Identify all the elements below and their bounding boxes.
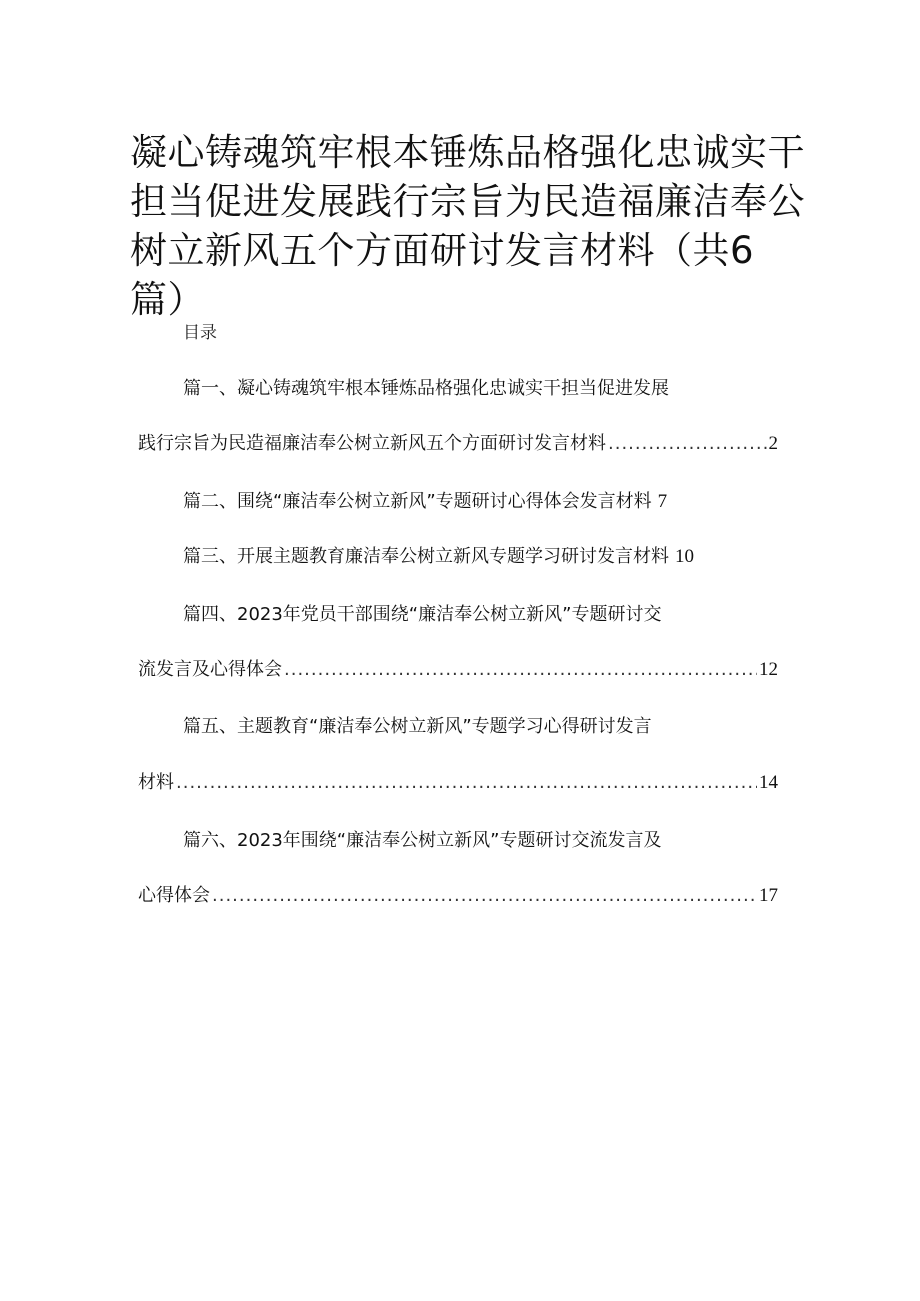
toc-entry-6-line2[interactable] [138, 881, 778, 907]
toc-entry-1-line1[interactable] [183, 374, 669, 400]
toc-entry-text: 践行宗旨为民造福廉洁奉公树立新风五个方面研讨发言材料 [138, 433, 606, 454]
toc-entry-text: 篇五、主题教育“廉洁奉公树立新风”专题学习心得研讨发言 [183, 716, 652, 737]
toc-page-number: 17 [759, 885, 778, 906]
toc-page-number: 7 [657, 491, 668, 512]
toc-entry-4-line1[interactable] [183, 600, 661, 626]
toc-entry-2[interactable] [183, 487, 667, 513]
toc-entry-text: 篇一、凝心铸魂筑牢根本锤炼品格强化忠诚实干担当促进发展 [183, 378, 669, 399]
toc-leader-dots [212, 885, 757, 906]
toc-entry-text: 篇四、2023年党员干部围绕“廉洁奉公树立新风”专题研讨交 [183, 604, 662, 625]
toc-entry-5-line1[interactable] [183, 712, 652, 738]
toc-entry-3[interactable] [183, 542, 694, 568]
toc-page-number: 10 [675, 546, 694, 567]
toc-entry-text: 流发言及心得体会 [138, 659, 282, 680]
toc-leader-dots [284, 659, 757, 680]
toc-entry-text: 心得体会 [138, 885, 210, 906]
toc-entry-4-line2[interactable] [138, 655, 778, 681]
toc-entry-6-line1[interactable] [183, 826, 661, 852]
toc-leader-dots [176, 772, 757, 793]
toc-entry-text: 篇三、开展主题教育廉洁奉公树立新风专题学习研讨发言材料 [183, 546, 669, 567]
toc-heading: 目录 [183, 323, 217, 343]
toc-entry-1-line2[interactable] [138, 429, 778, 455]
toc-entry-text: 材料 [138, 772, 174, 793]
toc-page-number: 14 [759, 772, 778, 793]
toc-page-number: 12 [759, 659, 778, 680]
toc-page-number: 2 [768, 433, 778, 454]
toc-leader-dots [608, 433, 767, 454]
document-title: 凝心铸魂筑牢根本锤炼品格强化忠诚实干担当促进发展践行宗旨为民造福廉洁奉公树立新风五个方面研讨发言材料（共6篇） [130, 131, 805, 321]
toc-entry-text: 篇二、围绕“廉洁奉公树立新风”专题研讨心得体会发言材料 [183, 491, 652, 512]
toc-entry-5-line2[interactable] [138, 768, 778, 794]
toc-entry-text: 篇六、2023年围绕“廉洁奉公树立新风”专题研讨交流发言及 [183, 830, 662, 851]
